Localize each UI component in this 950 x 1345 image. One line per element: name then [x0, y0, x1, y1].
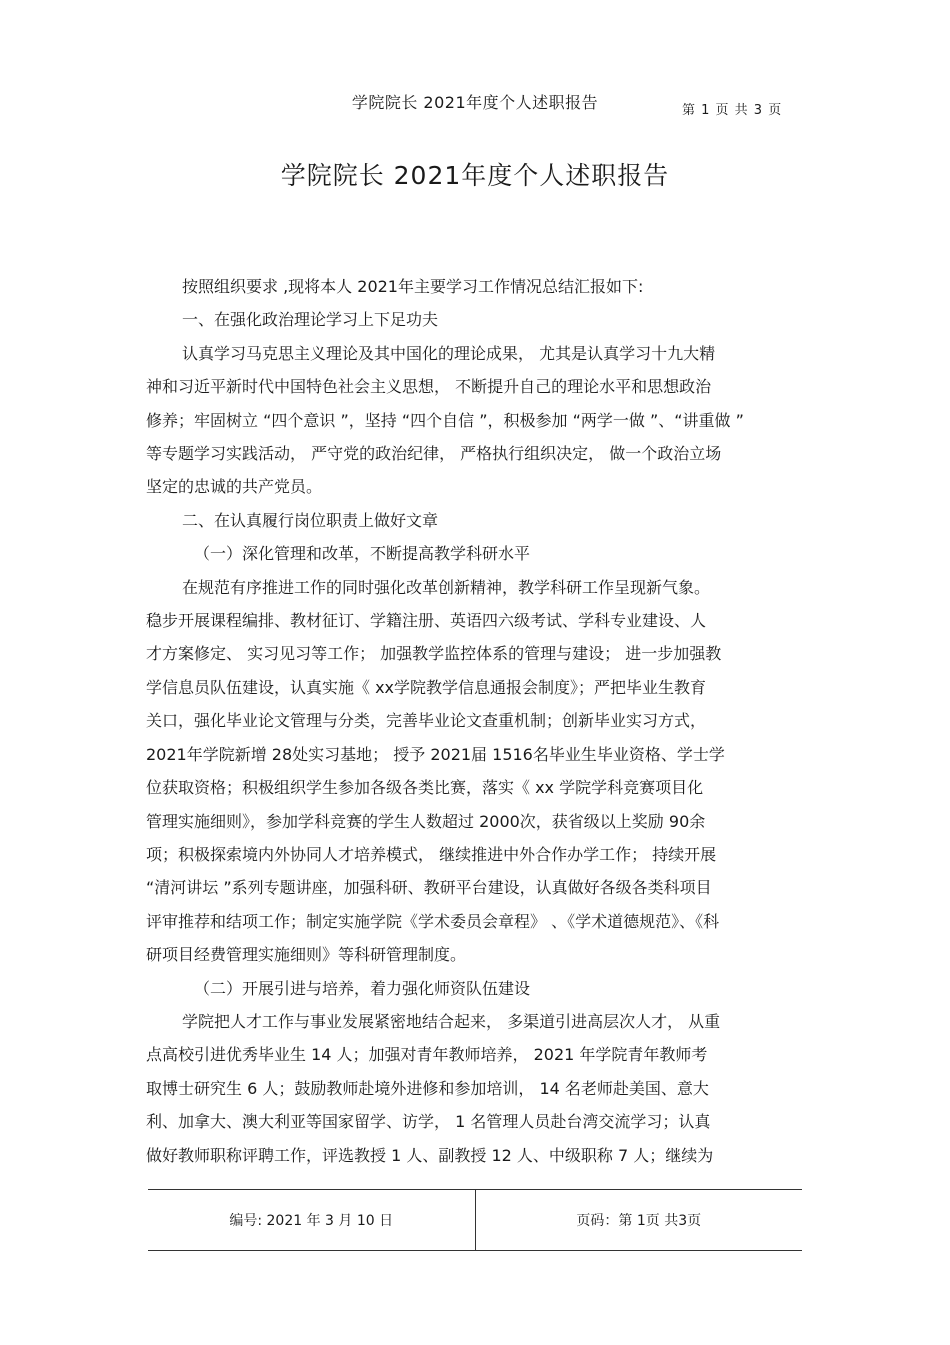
body-line: （二）开展引进与培养，着力强化师资队伍建设	[194, 978, 531, 998]
body-line: 做好教师职称评聘工作，评选教授 1 人、副教授 12 人、中级职称 7 人；继续为	[146, 1145, 714, 1165]
body-line: 2021年学院新增 28处实习基地； 授予 2021届 1516名毕业生毕业资格、学士学	[146, 744, 725, 764]
body-line: 项；积极探索境内外协同人才培养模式， 继续推进中外合作办学工作； 持续开展	[146, 844, 717, 864]
body-line: 在规范有序推进工作的同时强化改革创新精神，教学科研工作呈现新气象。	[182, 577, 711, 597]
body-line: 等专题学习实践活动， 严守党的政治纪律， 严格执行组织决定， 做一个政治立场	[146, 444, 722, 464]
body-line: “清河讲坛 ”系列专题讲座，加强科研、教研平台建设，认真做好各级各类科项目	[146, 878, 712, 898]
page-counter: 第 1 页 共 3 页	[682, 103, 783, 118]
body-line: 修养；牢固树立 “四个意识 ”，坚持 “四个自信 ”，积极参加 “两学一做 ”、“讲重做 ”	[146, 410, 744, 430]
body-line: 位获取资格；积极组织学生参加各级各类比赛，落实《 xx 学院学科竞赛项目化	[146, 778, 704, 798]
body-line: 管理实施细则》，参加学科竞赛的学生人数超过 2000次，获省级以上奖励 90余	[146, 811, 706, 831]
body-line: 才方案修定、 实习见习等工作； 加强教学监控体系的管理与建设； 进一步加强教	[146, 644, 722, 664]
footer-table	[148, 1189, 802, 1251]
footer-number: 编号: 2021 年 3 月 10 日	[229, 1213, 394, 1229]
body-line: 点高校引进优秀毕业生 14 人；加强对青年教师培养， 2021 年学院青年教师考	[146, 1045, 708, 1065]
body-line: 评审推荐和结项工作；制定实施学院《学术委员会章程》 、《学术道德规范》、《科	[146, 911, 720, 931]
body-line: 神和习近平新时代中国特色社会主义思想， 不断提升自己的理论水平和思想政治	[146, 377, 712, 397]
body-line: 利、加拿大、澳大利亚等国家留学、访学， 1 名管理人员赴台湾交流学习；认真	[146, 1112, 711, 1132]
body-line: 取博士研究生 6 人；鼓励教师赴境外进修和参加培训， 14 名老师赴美国、意大	[146, 1078, 709, 1098]
body-line: 一、在强化政治理论学习上下足功夫	[182, 310, 439, 330]
body-line: 坚定的忠诚的共产党员。	[146, 477, 323, 497]
running-title: 学院院长 2021年度个人述职报告	[351, 93, 599, 112]
document-title: 学院院长 2021年度个人述职报告	[280, 161, 670, 190]
body-line: 稳步开展课程编排、教材征订、学籍注册、英语四六级考试、学科专业建设、人	[146, 611, 707, 631]
body-line: 二、在认真履行岗位职责上做好文章	[182, 510, 439, 530]
body-line: 学信息员队伍建设，认真实施《 xx学院教学信息通报会制度》；严把毕业生教育	[146, 677, 707, 697]
body-line: 研项目经费管理实施细则》等科研管理制度。	[146, 945, 467, 965]
body-line: 关口，强化毕业论文管理与分类，完善毕业论文查重机制；创新毕业实习方式，	[146, 711, 707, 731]
body-line: 认真学习马克思主义理论及其中国化的理论成果， 尤其是认真学习十九大精	[182, 343, 716, 363]
document-body	[146, 270, 806, 1172]
body-line: 按照组织要求 ,现将本人 2021年主要学习工作情况总结汇报如下:	[182, 277, 644, 296]
footer-page: 页码：第 1页 共3页	[576, 1213, 702, 1229]
body-line: （一）深化管理和改革，不断提高教学科研水平	[194, 544, 531, 564]
body-line: 学院把人才工作与事业发展紧密地结合起来， 多渠道引进高层次人才， 从重	[182, 1011, 721, 1031]
